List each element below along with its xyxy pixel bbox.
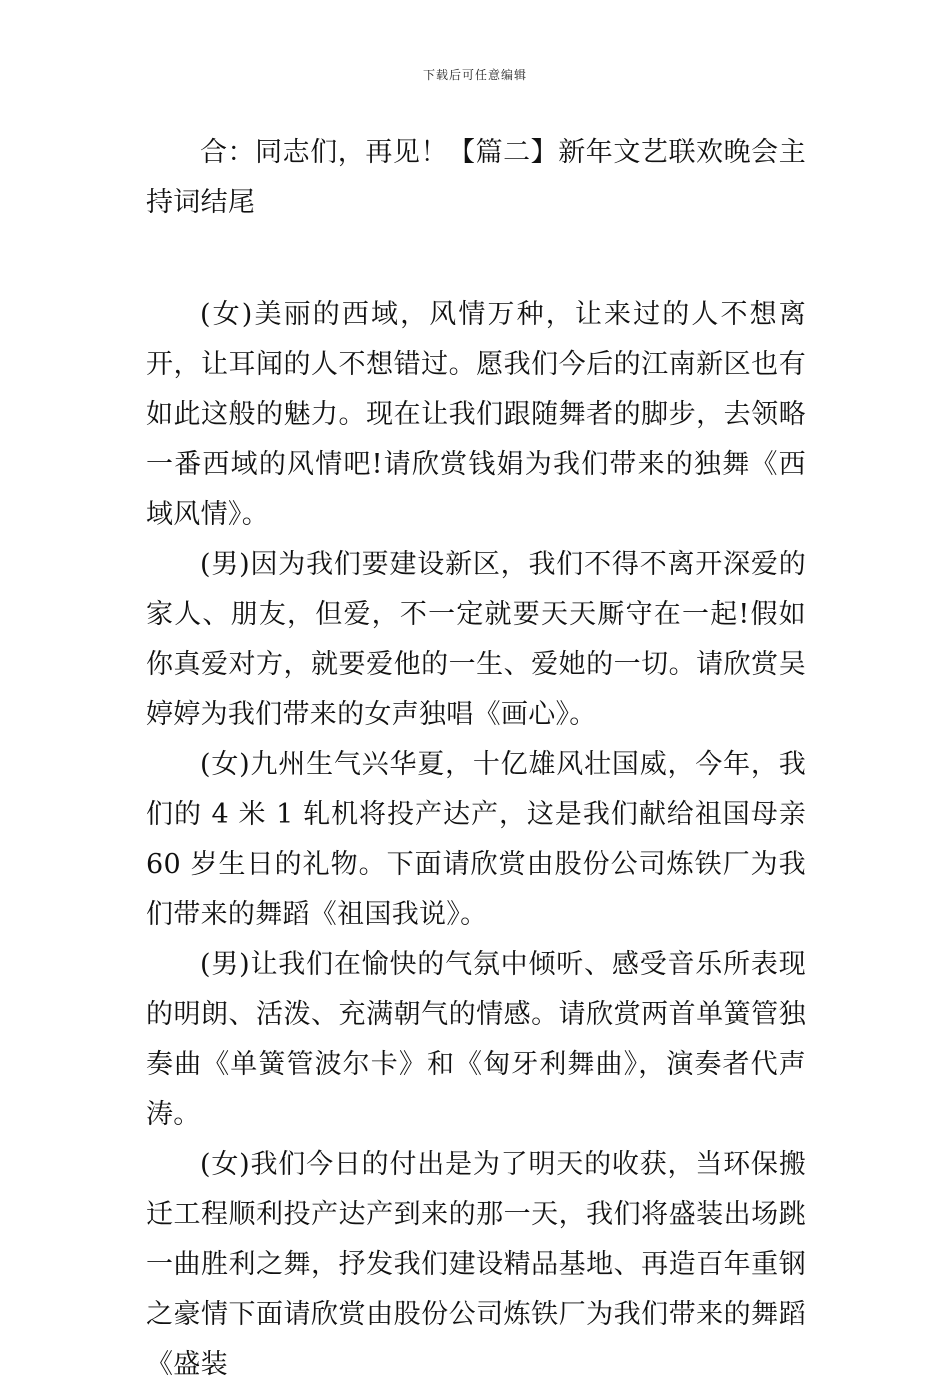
paragraph: (女)九州生气兴华夏，十亿雄风壮国威，今年，我们的 4 米 1 轧机将投产达产，这是我们献给祖国母亲 60 岁生日的礼物。下面请欣赏由股份公司炼铁厂为我们带来的舞蹈《祖国我说》。 [146,749,806,930]
paragraph: (女)我们今日的付出是为了明天的收获，当环保搬迁工程顺利投产达产到来的那一天，我们将盛装出场跳一曲胜利之舞，抒发我们建设精品基地、再造百年重钢之豪情下面请欣赏由股份公司炼铁厂为我们带来的舞蹈《盛装 [146,1149,806,1380]
section-heading-paragraph: 合：同志们，再见！【篇二】新年文艺联欢晚会主持词结尾 [146,137,806,218]
paragraph: (女)美丽的西域，风情万种，让来过的人不想离开，让耳闻的人不想错过。愿我们今后的江南新区也有如此这般的魅力。现在让我们跟随舞者的脚步，去领略一番西域的风情吧!请欣赏钱娟为我们带来的独舞《西域风情》。 [146,299,806,530]
document-body [146,128,806,1390]
paragraph: (男)让我们在愉快的气氛中倾听、感受音乐所表现的明朗、活泼、充满朝气的情感。请欣赏两首单簧管独奏曲《单簧管波尔卡》和《匈牙利舞曲》，演奏者代声涛。 [146,949,806,1130]
page-header: 下载后可任意编辑 [422,68,527,82]
paragraph: (男)因为我们要建设新区，我们不得不离开深爱的家人、朋友，但爱，不一定就要天天厮守在一起!假如你真爱对方，就要爱他的一生、爱她的一切。请欣赏吴婷婷为我们带来的女声独唱《画心》。 [146,549,806,730]
